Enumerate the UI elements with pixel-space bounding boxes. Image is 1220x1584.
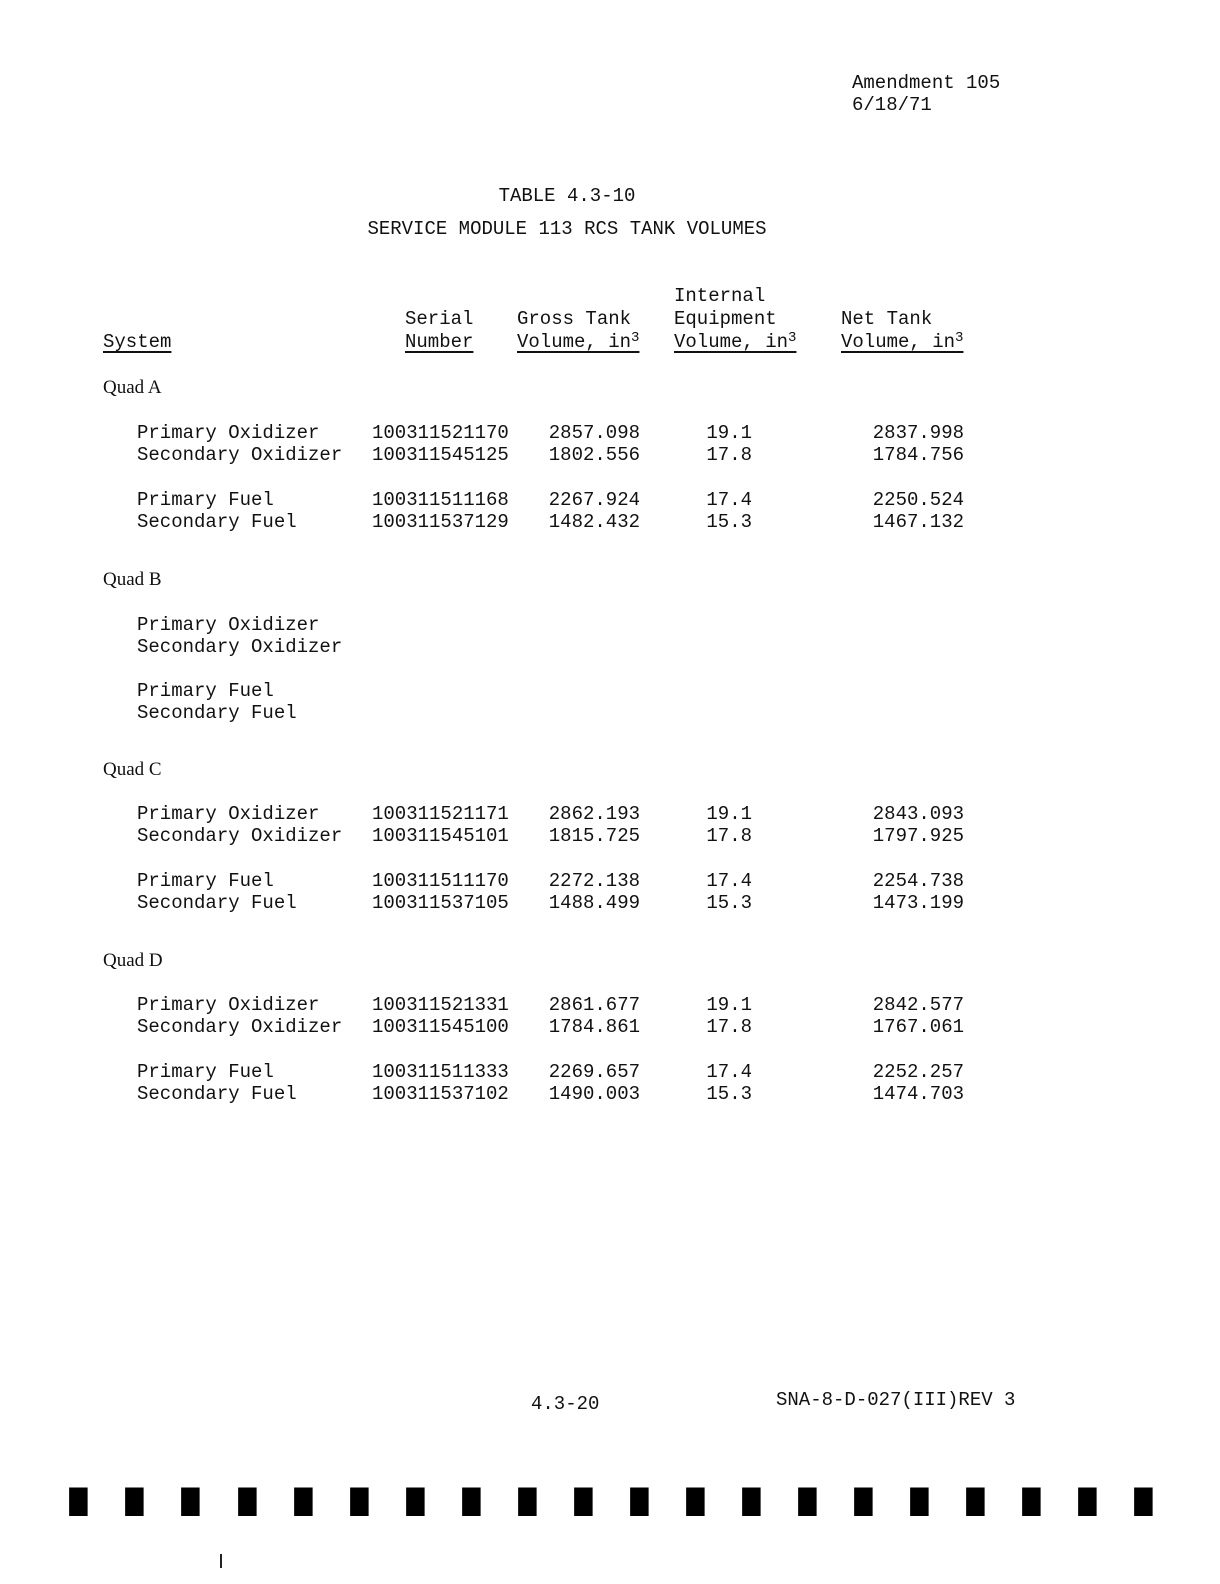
header-internal-exponent: 3 (788, 330, 797, 346)
cell-gross: 1784.861 (548, 1016, 640, 1038)
table-row (0, 511, 1220, 533)
cell-internal: 17.8 (706, 1016, 752, 1038)
table-row (0, 489, 1220, 511)
header-internal-text: Volume, in (674, 331, 789, 353)
cell-serial: 100311511170 (372, 870, 509, 892)
cell-internal: 17.4 (706, 489, 752, 511)
table-row (0, 680, 1220, 702)
header-gross-text: Volume, in (517, 331, 632, 353)
cell-internal: 19.1 (706, 994, 752, 1016)
cell-serial: 100311545100 (372, 1016, 509, 1038)
cell-serial: 100311521170 (372, 422, 509, 444)
cell-net: 1784.756 (872, 444, 964, 466)
cell-gross: 2857.098 (548, 422, 640, 444)
cell-system: Primary Oxidizer (137, 803, 320, 825)
header-gross-line2 (517, 331, 639, 354)
amendment-label: Amendment 105 (852, 72, 1001, 94)
amendment-date: 6/18/71 (852, 94, 932, 116)
header-net-text: Volume, in (841, 331, 956, 353)
cell-serial: 100311521171 (372, 803, 509, 825)
header-system: System (103, 331, 172, 353)
cell-internal: 15.3 (706, 1083, 752, 1105)
cell-gross: 1482.432 (548, 511, 640, 533)
table-row (0, 825, 1220, 847)
cell-gross: 2861.677 (548, 994, 640, 1016)
cell-gross: 2267.924 (548, 489, 640, 511)
cell-net: 1474.703 (872, 1083, 964, 1105)
table-number: TABLE 4.3-10 (498, 185, 636, 207)
table-row (0, 1016, 1220, 1038)
scan-mark: ▐▌ (397, 1488, 434, 1516)
page-number: 4.3-20 (531, 1393, 600, 1415)
cell-system: Secondary Oxidizer (137, 825, 343, 847)
scan-mark: ▐▌ (453, 1488, 490, 1516)
cell-net: 2843.093 (872, 803, 964, 825)
cell-internal: 17.4 (706, 870, 752, 892)
quad-label: Quad D (103, 950, 163, 971)
cell-serial: 100311537129 (372, 511, 509, 533)
scan-mark: ▐▌ (733, 1488, 770, 1516)
table-row (0, 702, 1220, 724)
table-row (0, 614, 1220, 636)
cell-system: Secondary Fuel (137, 511, 297, 533)
cell-system: Primary Oxidizer (137, 422, 320, 444)
header-serial-line2: Number (405, 331, 474, 353)
header-internal-line2: Equipment (674, 308, 777, 330)
cell-serial: 100311545125 (372, 444, 509, 466)
cell-serial: 100311511168 (372, 489, 509, 511)
scan-mark: ▐▌ (1013, 1488, 1050, 1516)
cell-net: 1797.925 (872, 825, 964, 847)
cell-serial: 100311537105 (372, 892, 509, 914)
cell-system: Secondary Fuel (137, 892, 297, 914)
cell-system: Secondary Oxidizer (137, 636, 343, 658)
scan-mark: ▐▌ (789, 1488, 826, 1516)
header-internal-line1: Internal (674, 285, 766, 307)
cell-net: 1467.132 (872, 511, 964, 533)
scan-mark: ▐▌ (285, 1488, 322, 1516)
cell-internal: 15.3 (706, 892, 752, 914)
cell-internal: 17.8 (706, 444, 752, 466)
cell-serial: 100311537102 (372, 1083, 509, 1105)
cell-system: Secondary Oxidizer (137, 444, 343, 466)
scan-mark: ▐▌ (509, 1488, 546, 1516)
cell-net: 2252.257 (872, 1061, 964, 1083)
scan-mark: ▐▌ (341, 1488, 378, 1516)
scan-mark: ▐▌ (845, 1488, 882, 1516)
scan-marks-strip (0, 1488, 1220, 1518)
cell-system: Primary Fuel (137, 1061, 274, 1083)
table-title: SERVICE MODULE 113 RCS TANK VOLUMES (367, 218, 767, 240)
quad-label: Quad C (103, 759, 162, 780)
cell-system: Primary Fuel (137, 870, 274, 892)
header-internal-line3 (674, 331, 796, 354)
cell-net: 2842.577 (872, 994, 964, 1016)
scan-mark: ▐▌ (1069, 1488, 1106, 1516)
document-id: SNA-8-D-027(III)REV 3 (776, 1389, 1016, 1411)
scan-mark: ▐▌ (229, 1488, 266, 1516)
scan-mark: ▐▌ (621, 1488, 658, 1516)
cell-net: 2254.738 (872, 870, 964, 892)
table-row (0, 892, 1220, 914)
cell-system: Primary Oxidizer (137, 614, 320, 636)
header-serial-line1: Serial (405, 308, 474, 330)
cell-net: 1767.061 (872, 1016, 964, 1038)
scan-mark: ▐▌ (677, 1488, 714, 1516)
scan-mark: ▐▌ (957, 1488, 994, 1516)
scan-mark: ▐▌ (565, 1488, 602, 1516)
cell-gross: 2862.193 (548, 803, 640, 825)
cell-serial: 100311511333 (372, 1061, 509, 1083)
cell-system: Primary Oxidizer (137, 994, 320, 1016)
cell-gross: 1488.499 (548, 892, 640, 914)
cell-system: Primary Fuel (137, 680, 274, 702)
quad-label: Quad A (103, 377, 162, 398)
cell-net: 2250.524 (872, 489, 964, 511)
cell-gross: 1490.003 (548, 1083, 640, 1105)
amendment-block (852, 72, 1000, 116)
cell-gross: 1802.556 (548, 444, 640, 466)
header-gross-exponent: 3 (631, 330, 640, 346)
cell-gross: 2269.657 (548, 1061, 640, 1083)
cell-serial: 100311521331 (372, 994, 509, 1016)
scan-mark: ▐▌ (60, 1488, 97, 1516)
cell-internal: 17.8 (706, 825, 752, 847)
cell-net: 1473.199 (872, 892, 964, 914)
cell-net: 2837.998 (872, 422, 964, 444)
header-gross-line1: Gross Tank (517, 308, 632, 330)
header-net-line2 (841, 331, 963, 354)
header-net-exponent: 3 (955, 330, 964, 346)
table-row (0, 444, 1220, 466)
cell-serial: 100311545101 (372, 825, 509, 847)
scan-mark: ▐▌ (901, 1488, 938, 1516)
cell-internal: 15.3 (706, 511, 752, 533)
header-net-line1: Net Tank (841, 308, 933, 330)
scan-tick-mark (220, 1554, 222, 1568)
table-row (0, 803, 1220, 825)
cell-internal: 19.1 (706, 803, 752, 825)
cell-gross: 2272.138 (548, 870, 640, 892)
cell-system: Secondary Oxidizer (137, 1016, 343, 1038)
cell-gross: 1815.725 (548, 825, 640, 847)
table-row (0, 636, 1220, 658)
table-row (0, 870, 1220, 892)
table-row (0, 1061, 1220, 1083)
cell-internal: 19.1 (706, 422, 752, 444)
scan-mark: ▐▌ (116, 1488, 153, 1516)
cell-system: Secondary Fuel (137, 1083, 297, 1105)
table-row (0, 1083, 1220, 1105)
cell-system: Primary Fuel (137, 489, 274, 511)
scan-mark: ▐▌ (172, 1488, 209, 1516)
cell-internal: 17.4 (706, 1061, 752, 1083)
cell-system: Secondary Fuel (137, 702, 297, 724)
quad-label: Quad B (103, 569, 162, 590)
table-row (0, 422, 1220, 444)
table-row (0, 994, 1220, 1016)
scan-mark: ▐▌ (1125, 1488, 1162, 1516)
